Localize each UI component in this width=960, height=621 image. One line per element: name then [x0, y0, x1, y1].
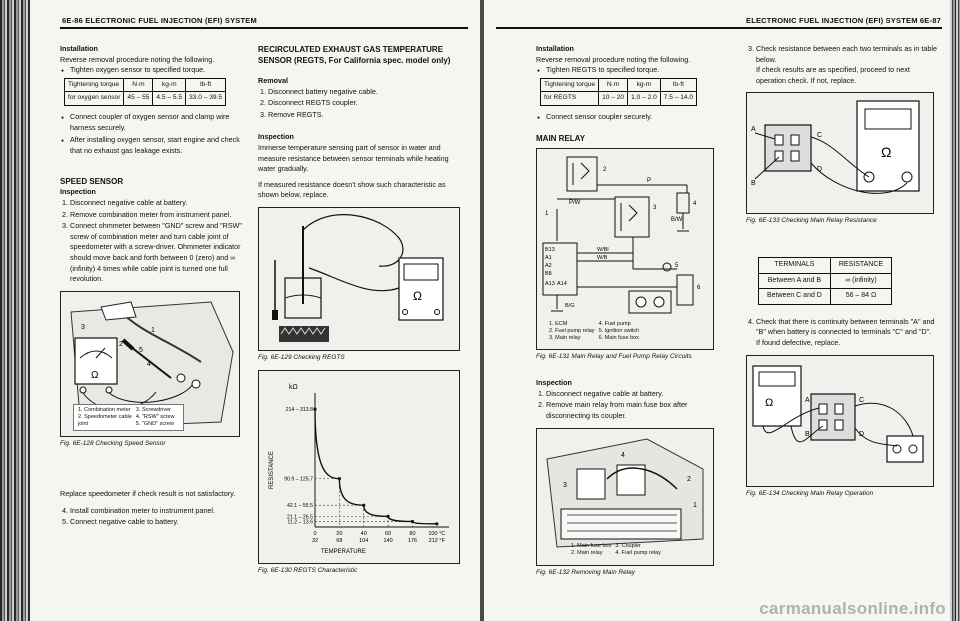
torque-label-2: for REGTS	[541, 92, 599, 106]
installation-bullet: ● After installing oxygen sensor, start engine and check that no exhaust gas leakage exists.	[70, 135, 248, 156]
legend-item: 4. "RSW" screw	[135, 413, 175, 420]
figure-caption: Fig. 6E-134 Checking Main Relay Operation	[746, 489, 874, 497]
step-text: Check that there is continuity between terminals "A" and "B" when battery is connected to terminals "C" and "D".	[756, 316, 935, 337]
figure-caption: Fig. 6E-130 REGTS Characteristic	[258, 566, 358, 574]
installation-bullet: ● Tighten REGTS to specified torque.	[546, 65, 730, 76]
regts-chart	[259, 371, 459, 563]
legend-item: 2. Fuel pump relay	[549, 327, 595, 334]
data-point	[313, 407, 316, 410]
circuit-label: 2	[603, 166, 607, 173]
legend-item: 3. Screwdriver	[135, 406, 171, 413]
legend-item: 5. "GND" screw	[135, 420, 174, 427]
torque-value-kgm: 1.0 – 2.0	[628, 92, 661, 106]
legend-item: 2. Speedometer cable	[78, 413, 132, 420]
figure-relay-resistance	[746, 92, 934, 214]
inspection-step	[756, 317, 940, 349]
circuit-label: 5	[675, 262, 679, 269]
terminal-label: C	[817, 132, 823, 140]
inspection-step	[756, 44, 940, 86]
left-column-1	[60, 44, 248, 534]
torque-header-nm: N·m	[599, 78, 628, 92]
callout: 3	[563, 481, 567, 489]
ohm-symbol: Ω	[765, 396, 774, 409]
y-tick-label: 90.9 – 125.7	[284, 476, 313, 483]
torque-value-lbft: 33.0 – 39.5	[186, 92, 226, 106]
x-tick-label-c: 80	[409, 530, 416, 537]
speed-sensor-heading: SPEED SENSOR	[60, 177, 124, 187]
torque-value-nm: 10 – 20	[599, 92, 628, 106]
resistance-cell: Between A and B	[759, 273, 831, 289]
figure-removing-relay	[536, 428, 714, 566]
main-relay-heading: MAIN RELAY	[536, 133, 586, 143]
callout: 1	[693, 501, 697, 509]
speed-step: 4. Install combination meter to instrument panel.	[70, 506, 248, 517]
x-tick-label-c: 40	[360, 530, 367, 537]
y-tick-label: 21.1 – 26.5	[287, 513, 313, 520]
speed-step: 1. Disconnect negative cable at battery.	[70, 198, 248, 209]
legend-item: 1. ECM	[549, 320, 568, 327]
legend-item: 6. Main fuse box	[598, 334, 639, 341]
figure-relay-operation	[746, 355, 934, 487]
removal-step: 1. Disconnect battery negative cable.	[268, 87, 466, 98]
right-binding-edge	[950, 0, 960, 621]
y-axis-label: RESISTANCE	[269, 450, 275, 489]
y-tick-label: 214 – 313.8	[285, 406, 313, 413]
right-column-2	[746, 44, 940, 505]
figure-legend	[73, 404, 184, 431]
relay-resistance-illustration	[747, 93, 933, 213]
torque-value-nm: 45 – 55	[124, 92, 153, 106]
callout: 3	[81, 323, 85, 331]
resistance-cell: ∞ (infinity)	[830, 273, 891, 289]
x-tick-label-f: 140	[383, 537, 393, 544]
circuit-label: A13	[545, 280, 555, 287]
header-rule-right	[496, 27, 942, 29]
y-unit-label: kΩ	[289, 383, 298, 391]
y-tick-label: 11.2 – 13.6	[287, 518, 313, 525]
step-note: If check results are as specified, proceed to next operation check. If not, replace.	[756, 65, 910, 85]
resistance-cell: 56 – 84 Ω	[830, 289, 891, 305]
terminal-label: B	[805, 430, 810, 438]
x-tick-label-f: 68	[336, 537, 343, 544]
figure-caption: Fig. 6E-133 Checking Main Relay Resistance	[746, 217, 877, 225]
callout: 4	[147, 360, 151, 368]
x-tick-label-f: 176	[407, 537, 418, 544]
installation-heading: Installation	[60, 44, 98, 53]
circuit-label: 1	[545, 210, 549, 217]
callout: 2	[687, 475, 691, 483]
figure-regts-characteristic	[258, 370, 460, 564]
circuit-label: P/W	[569, 199, 581, 206]
legend-item: 3. Main relay	[549, 334, 581, 341]
x-tick-label-f: 104	[359, 537, 369, 544]
data-point	[411, 519, 414, 522]
torque-label: Tightening torque	[65, 78, 124, 92]
step-text: Check resistance between each two terminals as in table below.	[756, 44, 937, 64]
legend-item: 3. Coupler	[615, 542, 641, 549]
installation-bullet: ● Tighten oxygen sensor to specified torque.	[70, 65, 248, 76]
inspection-step: 2. Remove main relay from main fuse box after disconnecting its coupler.	[546, 400, 730, 421]
data-point	[386, 514, 389, 517]
speed-sensor-subheading: Inspection	[60, 187, 96, 197]
speed-step: 5. Connect negative cable to battery.	[70, 517, 248, 528]
callout: 4	[621, 451, 625, 459]
inspection-heading: Inspection	[536, 378, 572, 388]
torque-header-nm: N·m	[124, 78, 153, 92]
circuit-label: 3	[653, 204, 657, 211]
torque-header-lbft: lb-ft	[186, 78, 226, 92]
legend-item: 2. Main relay	[571, 549, 603, 556]
figure-legend	[545, 319, 647, 344]
torque-label: Tightening torque	[541, 78, 599, 92]
speed-replace-text: Replace speedometer if check result is not satisfactory.	[60, 489, 236, 499]
callout: 2	[119, 340, 123, 348]
relay-operation-illustration	[747, 356, 933, 486]
regts-check-illustration	[259, 208, 459, 350]
circuit-label: A14	[557, 280, 567, 287]
x-tick-label-f: 212 °F	[428, 537, 445, 544]
legend-item: 1. Main fuse box	[571, 542, 612, 549]
torque-header-kgm: kg-m	[628, 78, 661, 92]
data-point	[338, 477, 341, 480]
removal-heading: Removal	[258, 76, 288, 85]
oxygen-torque-table	[64, 78, 226, 106]
terminal-label: A	[751, 126, 756, 134]
ohm-symbol: Ω	[881, 144, 892, 161]
figure-relay-circuit	[536, 148, 714, 350]
characteristic-curve	[315, 409, 437, 524]
torque-header-kgm: kg-m	[153, 78, 186, 92]
callout: 5	[139, 346, 143, 354]
x-tick-label-c: 20	[336, 530, 343, 537]
regts-heading: RECIRCULATED EXHAUST GAS TEMPERATURE SENSOR (REGTS, For California spec. model only)	[258, 45, 451, 65]
header-rule-left	[60, 27, 468, 29]
resistance-header: TERMINALS	[759, 257, 831, 273]
ohm-symbol: Ω	[91, 369, 99, 381]
terminal-label: B	[751, 180, 756, 188]
inspection-step: 1. Disconnect negative cable at battery.	[546, 389, 730, 400]
resistance-table	[758, 257, 892, 305]
inspection-text: Immerse temperature sensing part of sensor in water and measure resistance between sensor terminals while heating water gradually.	[258, 142, 449, 174]
data-point	[435, 522, 438, 525]
torque-value-lbft: 7.5 – 14.0	[660, 92, 696, 106]
circuit-label: B/W	[671, 216, 683, 223]
circuit-label: B13	[545, 246, 555, 253]
circuit-label: 4	[693, 200, 697, 207]
figure-caption: Fig. 6E-128 Checking Speed Sensor	[60, 439, 166, 447]
data-point	[362, 503, 365, 506]
inspection-text: If measured resistance doesn't show such characteristic as shown below, replace.	[258, 179, 446, 200]
installation-heading: Installation	[536, 44, 574, 53]
terminal-label: D	[859, 430, 865, 438]
torque-header-lbft: lb-ft	[660, 78, 696, 92]
figure-speed-sensor	[60, 291, 240, 437]
watermark: carmanualsonline.info	[759, 599, 946, 618]
ohm-symbol: Ω	[413, 288, 422, 303]
circuit-label: B/G	[565, 302, 575, 309]
removal-step: 3. Remove REGTS.	[268, 110, 466, 121]
figure-caption: Fig. 6E-132 Removing Main Relay	[536, 568, 635, 576]
circuit-label: W/B	[597, 254, 608, 261]
left-binding-edge	[0, 0, 30, 621]
step-note: If found defective, replace.	[756, 337, 841, 347]
resistance-header: RESISTANCE	[830, 257, 891, 273]
right-column-1	[536, 44, 730, 584]
figure-caption: Fig. 6E-129 Checking REGTS	[258, 353, 345, 361]
circuit-label: B8	[545, 270, 552, 277]
terminal-label: D	[817, 166, 823, 174]
legend-item: 4. Fuel pump relay	[615, 549, 661, 556]
page-header-left: 6E-86 ELECTRONIC FUEL INJECTION (EFI) SYSTEM	[62, 16, 257, 25]
terminal-label: A	[805, 396, 810, 404]
removal-step: 2. Disconnect REGTS coupler.	[268, 98, 466, 109]
callout: 1	[151, 326, 155, 334]
x-tick-label-c: 100 °C	[428, 530, 446, 537]
right-page	[484, 0, 960, 621]
circuit-label: W/Bl	[597, 246, 609, 253]
installation-intro: Reverse removal procedure noting the following.	[536, 54, 691, 64]
terminal-label: C	[859, 396, 865, 404]
resistance-cell: Between C and D	[759, 289, 831, 305]
torque-label-2: for oxygen sensor	[65, 92, 124, 106]
x-tick-label-f: 32	[311, 537, 319, 544]
speed-step: 3. Connect ohmmeter between "GND" screw and "RSW" screw of combination meter and turn cable joint of speedometer with a screw-driver. Ohmmeter indicator should move back and forth between 0 (zero) and ∞ (infinity) 4 times while cable joint is turned one full revolution.	[70, 221, 248, 285]
circuit-label: 6	[697, 284, 701, 291]
inspection-heading: Inspection	[258, 132, 294, 142]
left-column-2	[258, 44, 466, 582]
legend-item: joint	[78, 420, 89, 427]
installation-bullet: ● Connect coupler of oxygen sensor and clamp wire harness securely.	[70, 112, 248, 133]
circuit-label: A2	[545, 262, 552, 269]
figure-caption: Fig. 6E-131 Main Relay and Fuel Pump Relay Circuits	[536, 352, 692, 360]
figure-legend	[567, 541, 669, 559]
y-tick-label: 42.1 – 55.5	[287, 502, 313, 509]
legend-item: 4. Fuel pump	[598, 320, 631, 327]
installation-intro: Reverse removal procedure noting the following.	[60, 54, 215, 64]
regts-torque-table	[540, 78, 697, 106]
x-tick-label-c: 60	[385, 530, 392, 537]
page-header-right: ELECTRONIC FUEL INJECTION (EFI) SYSTEM 6E-87	[746, 16, 941, 25]
legend-item: 5. Ignition switch	[598, 327, 640, 334]
x-tick-label-c: 0	[313, 530, 317, 537]
legend-item: 1. Combination meter	[78, 406, 131, 413]
circuit-label: P	[647, 177, 652, 184]
circuit-label: A1	[545, 254, 552, 261]
figure-checking-regts	[258, 207, 460, 351]
x-axis-label: TEMPERATURE	[321, 548, 366, 555]
installation-bullet: ● Connect sensor coupler securely.	[546, 112, 730, 123]
speed-step: 2. Remove combination meter from instrument panel.	[70, 210, 248, 221]
torque-value-kgm: 4.5 – 5.5	[153, 92, 186, 106]
